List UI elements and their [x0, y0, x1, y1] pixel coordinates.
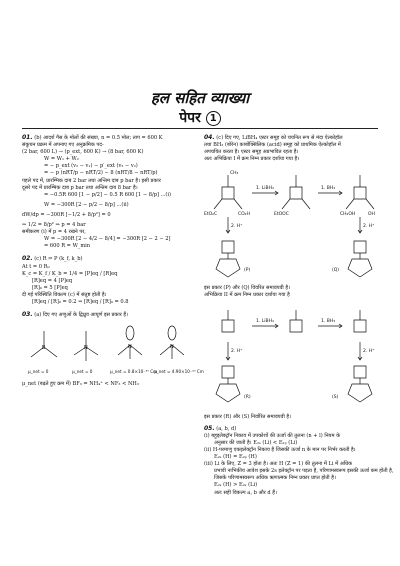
solution-line: अपचयित करता है। एस्टर समूह अप्रभावित रहता है।	[204, 149, 299, 156]
solution-line: W = −300R [2 − p/2 − 8/p] ...(ii)	[44, 201, 129, 208]
reagent-label: 2. H⁺	[231, 348, 243, 354]
solution-line: दी गई परिस्थिति विकल्प (c) में संतुष्ट होती है।	[22, 291, 107, 298]
group-label: EtOOC	[274, 212, 289, 218]
product-label: (P)	[244, 268, 251, 274]
solution-line: = − p (nRT/p − nRT/2) − 8 (nRT/8 − nRT/p)	[44, 170, 158, 177]
product-label: (S)	[332, 394, 339, 400]
reagent-label: 2. H⁺	[363, 224, 375, 230]
product-label: (R)	[244, 394, 251, 400]
group-label: CH₃	[230, 171, 239, 177]
reagent-label: 1. BH₃	[321, 318, 335, 324]
product-label: (Q)	[332, 268, 340, 274]
solution-line: [R]eq / [R]₀ = 0.2 ⇒ [R]eq / [R]₀ = 0.8	[32, 298, 129, 305]
dipole-value: μ_net = 0	[72, 369, 93, 375]
atom-label: N	[84, 345, 88, 352]
reagent-label: 1. BH₃	[321, 186, 335, 192]
solution-line: दूसरे पद में प्रारम्भिक दाब p bar तथा अन्तिम दाब 8 bar है।	[22, 184, 138, 191]
question-number: 04.	[204, 134, 215, 141]
solution-line: समीकरण (i) में p = 4 रखने पर,	[22, 229, 86, 236]
solution-line: (ii) H-परमाणु एकइलेक्ट्रॉन निकाय है जिसकी ऊर्जा n के मान पर निर्भर करती है।	[204, 446, 356, 453]
atom-label: N	[170, 344, 174, 351]
question-04	[204, 134, 380, 421]
solution-line: (i) बहुइलेक्ट्रॉन निकाय में उपकोशों की ऊर्जा की तुलना (n + l) नियम के	[204, 432, 341, 439]
solution-line: At t = 0 R₀	[22, 263, 50, 270]
left-column	[22, 132, 204, 388]
solution-line: अतः सही विकल्प a, b और d हैं।	[214, 489, 277, 496]
reaction-scheme-2	[204, 302, 380, 412]
page-title: हल सहित व्याख्या	[150, 89, 250, 107]
reagent-label: 2. H⁺	[363, 348, 375, 354]
solution-line: (a, b, d)	[216, 425, 237, 432]
solution-line: अभिक्रिया II में क्रम निम्न प्रकार दर्शाया गया है	[204, 292, 290, 299]
question-number: 05.	[204, 424, 215, 432]
dipole-structures	[22, 321, 204, 379]
reagent-label: 2. H⁺	[231, 224, 243, 230]
solution-line: (iii) Li के लिए, Z = 3 होता है। अतः H (Z = 1) की तुलना में Li में अधिक	[204, 461, 353, 468]
solution-line: अतः अभिक्रिया I में क्रम निम्न प्रकार दर्शाया गया है।	[204, 156, 300, 163]
solution-line: = −0.5R 600 [1 − p/2] − 0.5 R 600 [1 − 8/p] ...(i)	[44, 191, 172, 198]
dipole-value: μ_net = 0	[28, 369, 49, 375]
title-rule	[22, 128, 378, 129]
solution-line: K_c = K_f / K_b = 1/4 = [P]eq / [R]eq	[22, 270, 118, 277]
reaction-scheme-1	[204, 165, 380, 283]
reagent-label: 1. LiBH₄	[256, 186, 274, 192]
solution-line: (c) दिए गए, LiBH₄ एस्टर समूह को चयनित रूप से मंदा ऐल्कोहॉल	[216, 135, 343, 141]
group-label: CO₂H	[238, 212, 250, 218]
question-02	[22, 255, 198, 306]
solution-line: W = W₁ + W₂	[44, 156, 79, 163]
atom-label: B	[42, 345, 46, 352]
solution-line: [R]₀ = 5 [P]eq	[32, 284, 68, 291]
solution-line: इस प्रकार (R) और (S) निर्वारित समावयवी है।	[204, 413, 292, 420]
solution-line: = 600 R = W_min	[44, 243, 91, 250]
solution-line: इस प्रकार (P) और (Q) विवरित समावयवी है।	[204, 285, 291, 292]
atom-label: N	[128, 344, 132, 351]
solution-line: संकुचन प्रक्रम में अपनाए गए अनुक्रमिक पद-	[22, 142, 104, 149]
question-03	[22, 311, 204, 388]
solution-line: dW/dp = −300R [−1/2 + 8/p²] = 0	[22, 211, 111, 218]
reagent-label: 1. LiBH₄	[256, 318, 274, 324]
paper-number-circle: 1	[206, 111, 221, 126]
solution-line: W = −300R [2 − 4/2 − 8/4] = −300R [2 − 2 − 2]	[44, 236, 171, 243]
solution-line: (a) दिए गए अणुओं के द्विध्रुव आघूर्ण इस प्रकार हैं।	[34, 312, 128, 319]
question-05	[204, 424, 394, 497]
solution-line: E₂ₛ (H) = E₂ₚ (H)	[214, 454, 257, 461]
question-number: 01.	[22, 134, 33, 141]
solution-line: E₂ₛ (H) > E₂ₛ (Li)	[214, 482, 258, 489]
paper-label: पेपर	[179, 110, 201, 126]
group-label: EtO₂C	[204, 212, 218, 218]
solution-line: (b) आदर्श गैस के मोलों की संख्या, n = 0.5 मोल; ताप = 600 K	[34, 135, 163, 141]
question-number: 03.	[22, 311, 33, 319]
solution-line: अनुसार की जाती है। E₂ₛ (Li) < E₂ₚ (Li)	[214, 439, 298, 446]
solution-line: (c) R ⇌ P (k_f, k_b)	[34, 256, 83, 263]
solution-line: = − p_ext (v₂ − v₁) − p′_ext (v₃ − v₂)	[44, 163, 138, 170]
solution-line: ⇒ 1/2 = 8/p² ⇒ p = 4 bar	[22, 222, 86, 229]
question-01	[22, 134, 198, 250]
solution-line: μ_net (बढ़ते हुए क्रम में) BF₃ = NH₄⁺ < NF₃ < NH₃	[22, 381, 139, 388]
right-column	[204, 132, 394, 497]
dipole-value: μ_net = 4.90×10⁻³⁰ Cm	[154, 369, 204, 375]
solution-line: पहले पद में, प्रारम्भिक दाब 2 bar तथा अन्तिम दाब p bar है। इसी प्रकार	[22, 177, 161, 184]
solution-line: [R]eq = 4 [P]eq	[32, 277, 73, 284]
solution-line: (2 bar, 600 L) → (p_ext, 600 K) → (8 bar, 600 K)	[22, 149, 144, 156]
group-label: OH	[368, 212, 375, 218]
solution-line: प्रभावी नाभिकीय आवेश इसके 2s इलेक्ट्रॉन पर पड़ता है, परिणामस्वरूप इसकी ऊर्जा कम होती है,	[214, 468, 394, 475]
dipole-value: μ_net = 0.8×10⁻³⁰ Cm	[110, 369, 158, 375]
question-number: 02.	[22, 255, 33, 263]
group-label: CH₂OH	[340, 212, 356, 218]
solution-line: तथा BH₃ (बोरेन) कार्बोक्सिलिक (acid) समूह को प्राथमिक ऐल्कोहॉल में	[204, 142, 341, 149]
solution-line: जिसके परिणामस्वरूप अधिक ऋणात्मक निम्न प्रकार प्राप्त होती है।	[214, 475, 336, 482]
paper-heading	[0, 108, 400, 127]
